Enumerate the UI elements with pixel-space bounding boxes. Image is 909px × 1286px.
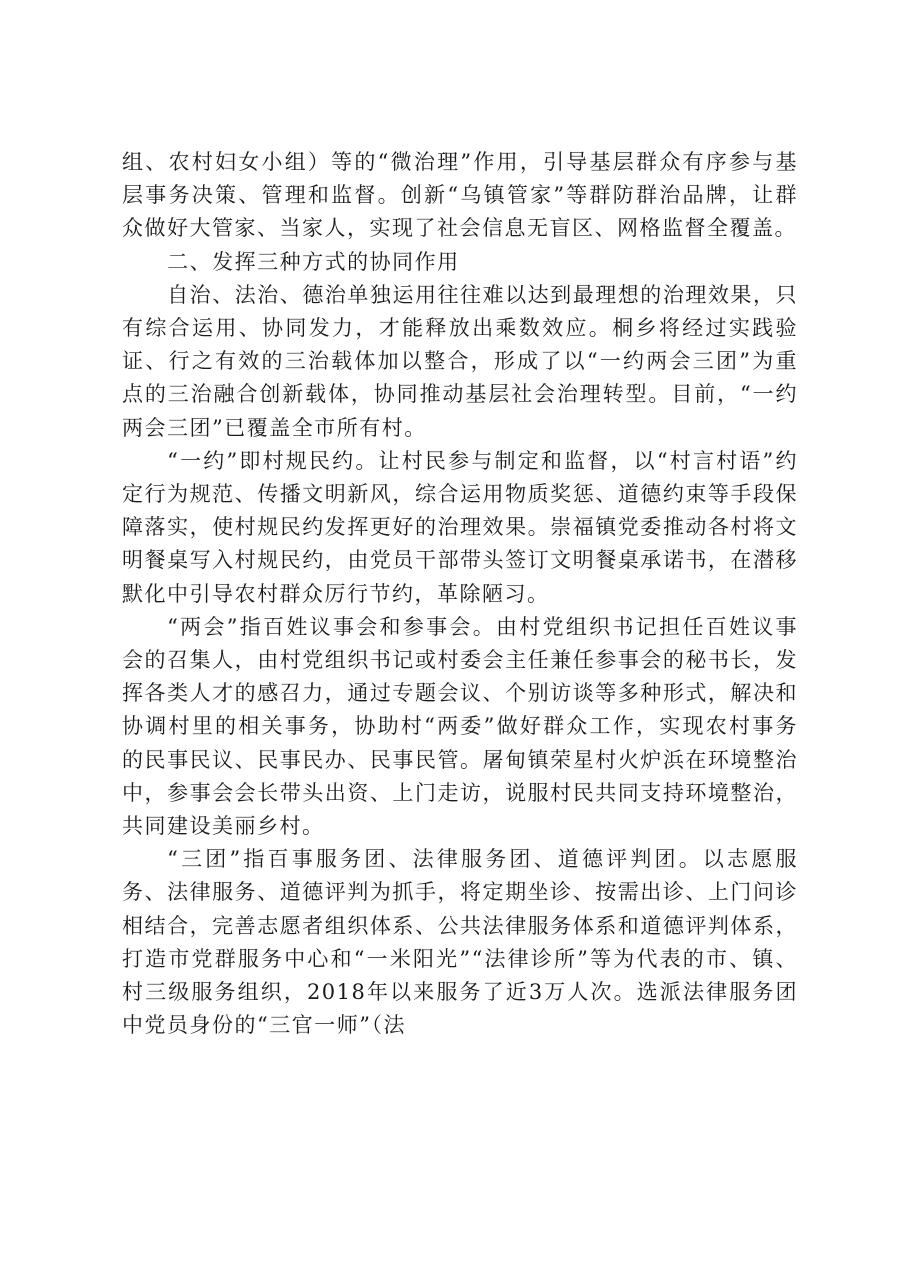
paragraph-yiyue: “一约”即村规民约。让村民参与制定和监督，以“村言村语”约定行为规范、传播文明新风，综合运用物质奖惩、道德约束等手段保障落实，使村规民约发挥更好的治理效果。崇福镇党委推动各村将文明餐桌写入村规民约，由党员干部带头签订文明餐桌承诺书，在潜移默化中引导农村群众厉行节约，革除陋习。 (122, 448, 798, 606)
document-body (122, 146, 798, 1042)
paragraph-santuan: “三团”指百事服务团、法律服务团、道德评判团。以志愿服务、法律服务、道德评判为抓手，将定期坐诊、按需出诊、上门问诊相结合，完善志愿者组织体系、公共法律服务体系和道德评判体系，打造市党群服务中心和“一米阳光”“法律诊所”等为代表的市、镇、村三级服务组织，2018年以来服务了近3万人次。选派法律服务团中党员身份的“三官一师”（法 (122, 847, 798, 1038)
paragraph-lianghui: “两会”指百姓议事会和参事会。由村党组织书记担任百姓议事会的召集人，由村党组织书记或村委会主任兼任参事会的秘书长，发挥各类人才的感召力，通过专题会议、个别访谈等多种形式，解决和协调村里的相关事务，协助村“两委”做好群众工作，实现农村事务的民事民议、民事民办、民事民管。屠甸镇荣星村火炉浜在环境整治中，参事会会长带头出资、上门走访，说服村民共同支持环境整治，共同建设美丽乡村。 (122, 614, 798, 839)
paragraph-intro: 自治、法治、德治单独运用往往难以达到最理想的治理效果，只有综合运用、协同发力，才能释放出乘数效应。桐乡将经过实践验证、行之有效的三治载体加以整合，形成了以“一约两会三团”为重点的三治融合创新载体，协同推动基层社会治理转型。目前，“一约两会三团”已覆盖全市所有村。 (122, 282, 798, 440)
section-heading: 二、发挥三种方式的协同作用 (167, 249, 460, 274)
paragraph-continued: 组、农村妇女小组）等的“微治理”作用，引导基层群众有序参与基层事务决策、管理和监督。创新“乌镇管家”等群防群治品牌，让群众做好大管家、当家人，实现了社会信息无盲区、网格监督全覆盖。 (122, 150, 798, 241)
